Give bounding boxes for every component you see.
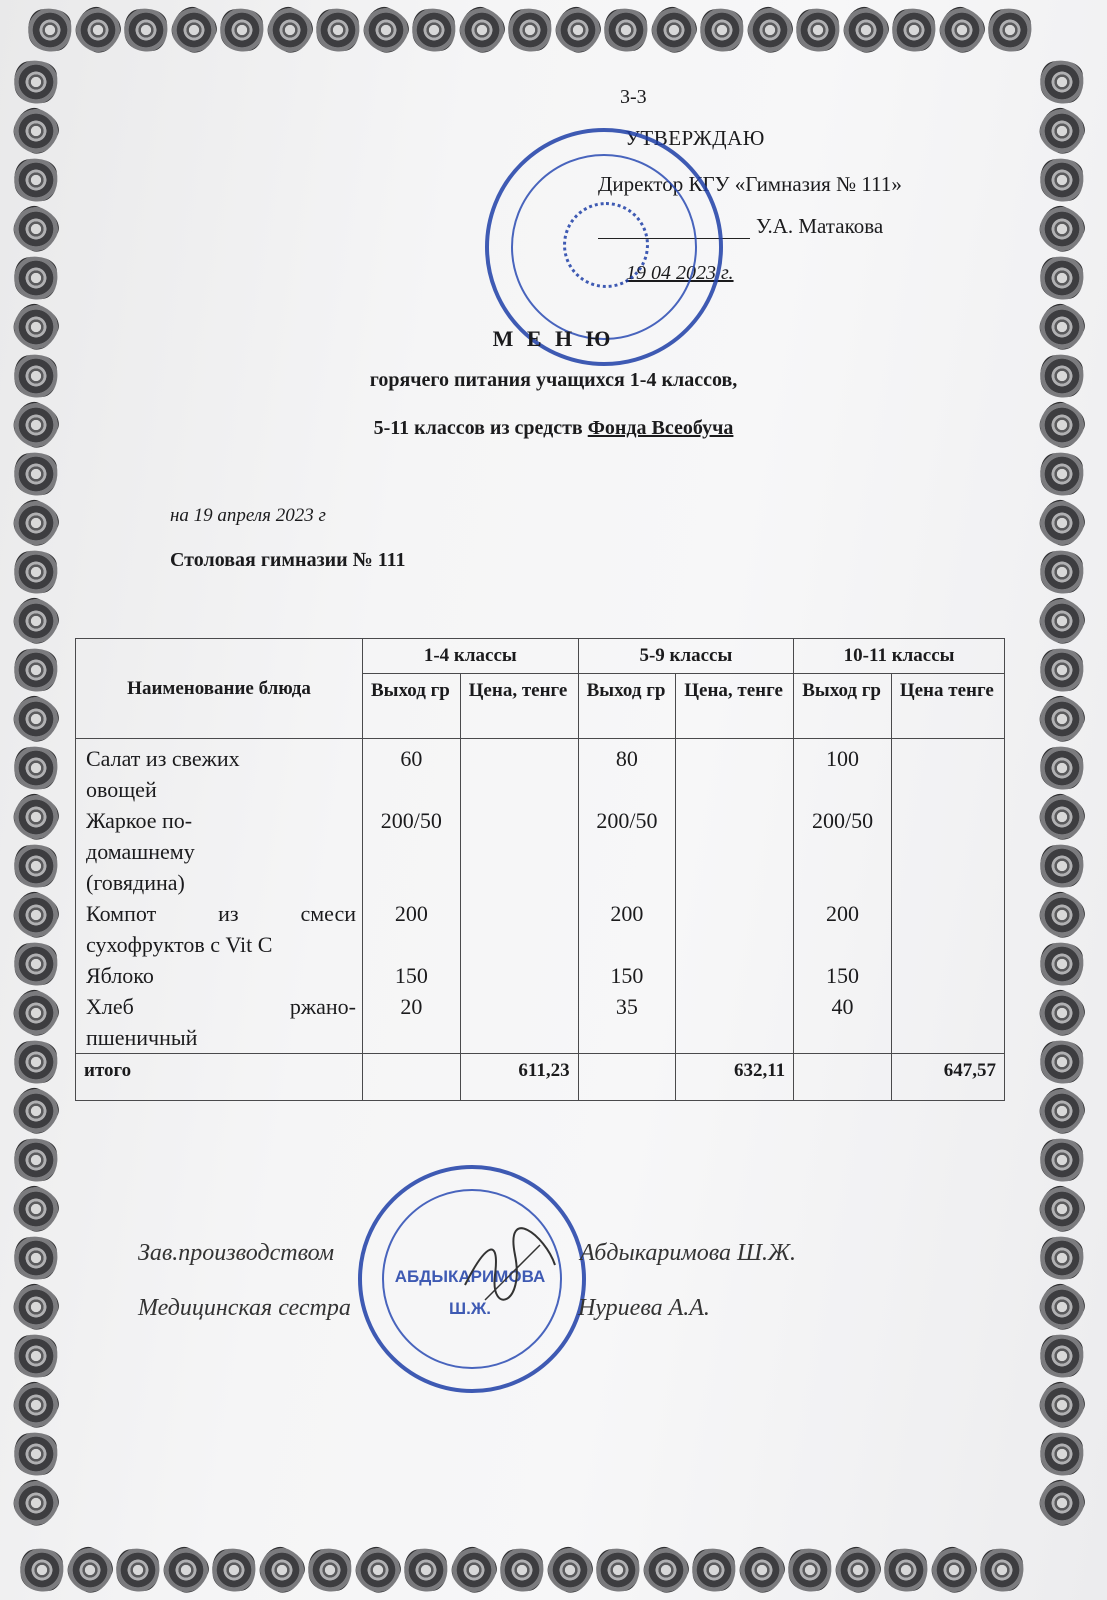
border-flower-icon [454,2,509,57]
border-flower-icon [166,2,221,57]
output-spacer [579,836,676,867]
group-header-1-4: 1-4 классы [363,639,579,674]
border-flower-icon [784,1544,836,1596]
price-cell-5-9 [676,739,794,1054]
total-label: итого [76,1054,363,1101]
output-value: 200 [610,901,644,926]
approval-date: 19 04 2023 г. [626,262,734,284]
group-header-5-9: 5-9 классы [578,639,794,674]
border-flower-icon [1036,546,1088,598]
total-output-1-4 [363,1054,461,1101]
border-flower-icon [10,56,62,108]
border-flower-icon [1036,1330,1088,1382]
border-flower-icon [1034,593,1089,648]
dish-name-line: домашнему [86,839,195,864]
output-spacer [794,774,891,805]
output-value: 200/50 [380,808,442,833]
dish-name-line: овощей [86,777,157,802]
output-spacer [579,929,676,960]
menu-title: М Е Н Ю [492,326,615,351]
output-spacer [363,929,460,960]
border-flower-icon [734,1542,789,1597]
handwritten-signature-icon [455,1225,565,1315]
output-spacer [363,836,460,867]
border-flower-icon [1036,154,1088,206]
border-flower-icon [262,2,317,57]
border-flower-icon [646,2,701,57]
border-flower-icon [830,1542,885,1597]
total-price-5-9: 632,11 [676,1054,794,1101]
output-value: 200/50 [811,808,874,833]
sub-header-price-10-11: Цена тенге [891,674,1004,739]
border-flower-icon [350,1542,405,1597]
border-flower-icon [880,1544,932,1596]
border-flower-icon [400,1544,452,1596]
dish-name-line: сухофруктов с Vit C [86,932,273,957]
nurse-role: Медицинская сестра [138,1295,351,1321]
output-spacer [794,867,891,898]
output-value: 40 [831,994,854,1019]
border-flower-icon [1036,1036,1088,1088]
sub-header-output-10-11: Выход гр [794,674,892,739]
nurse-name: Нуриева А.А. [578,1295,710,1321]
output-list-1-4 [363,739,460,1053]
dish-name-line: Хлеб ржано- [86,994,356,1019]
border-flower-icon [8,495,63,550]
border-flower-icon [1036,1428,1088,1480]
approve-heading: УТВЕРЖДАЮ [625,126,765,150]
header-row-groups [76,639,1005,674]
border-flower-icon [1034,691,1089,746]
state-emblem-icon [563,202,649,288]
border-flower-icon [1034,1083,1089,1138]
border-flower-icon [1034,789,1089,844]
border-flower-icon [10,742,62,794]
border-flower-icon [10,154,62,206]
border-flower-icon [446,1542,501,1597]
border-flower-icon [8,103,63,158]
output-spacer [579,867,676,898]
output-value: 100 [826,746,860,771]
border-flower-icon [1036,56,1088,108]
sub-header-price-1-4: Цена, тенге [460,674,578,739]
output-spacer [363,774,460,805]
border-flower-icon [24,4,76,56]
border-flower-icon [1036,938,1088,990]
output-value: 150 [394,963,428,988]
border-flower-icon [1034,1181,1089,1236]
border-flower-icon [1034,985,1089,1040]
border-flower-icon [504,4,556,56]
border-flower-icon [1034,201,1089,256]
dish-name-line: Салат из свежих [86,746,240,771]
border-flower-icon [838,2,893,57]
price-cell-1-4 [460,739,578,1054]
border-flower-icon [888,4,940,56]
border-bottom [20,1548,1024,1592]
border-flower-icon [1036,1134,1088,1186]
border-flower-icon [976,1544,1028,1596]
border-flower-icon [1034,1475,1089,1530]
border-flower-icon [10,644,62,696]
border-flower-icon [696,4,748,56]
border-flower-icon [10,1232,62,1284]
border-flower-icon [208,1544,260,1596]
page-number: 3-3 [620,86,647,108]
border-flower-icon [62,1542,117,1597]
border-flower-icon [312,4,364,56]
sub-header-output-1-4: Выход гр [363,674,461,739]
border-flower-icon [16,1544,68,1596]
output-cell-5-9 [578,739,676,1054]
director-name: У.А. Матакова [756,214,884,238]
output-cell-10-11 [794,739,892,1054]
border-flower-icon [688,1544,740,1596]
dish-list [76,739,362,1053]
output-list-5-9 [579,739,676,1053]
border-top [28,8,1032,52]
border-flower-icon [10,1134,62,1186]
border-flower-icon [1036,644,1088,696]
border-flower-icon [1034,495,1089,550]
dish-column-header: Наименование блюда [76,639,363,739]
dish-name-line: Жаркое по- [86,808,193,833]
border-flower-icon [1034,103,1089,158]
border-flower-icon [8,887,63,942]
dish-name-line: (говядина) [86,870,185,895]
border-flower-icon [496,1544,548,1596]
border-flower-icon [542,1542,597,1597]
border-flower-icon [112,1544,164,1596]
output-value: 150 [610,963,644,988]
output-spacer [579,774,676,805]
output-value: 20 [400,994,423,1019]
border-flower-icon [408,4,460,56]
menu-subtitle-line1: горячего питания учащихся 1-4 классов, [369,369,738,391]
border-flower-icon [216,4,268,56]
border-flower-icon [10,1330,62,1382]
border-flower-icon [984,4,1036,56]
output-value: 150 [826,963,860,988]
output-value: 60 [400,746,423,771]
border-left [14,60,58,1525]
menu-date: на 19 апреля 2023 г [170,505,326,526]
output-spacer [794,1022,891,1053]
output-spacer [363,867,460,898]
border-flower-icon [1034,1279,1089,1334]
border-flower-icon [1036,742,1088,794]
border-flower-icon [358,2,413,57]
border-flower-icon [8,593,63,648]
dish-names-cell [76,739,363,1054]
border-flower-icon [1036,448,1088,500]
stamp-name-band: АБДЫКАРИМОВА Ш.Ж. [394,1267,546,1318]
border-flower-icon [926,1542,981,1597]
border-flower-icon [8,1181,63,1236]
border-flower-icon [10,252,62,304]
border-flower-icon [10,1428,62,1480]
border-flower-icon [10,840,62,892]
border-flower-icon [1036,840,1088,892]
dish-name-line: пшеничный [86,1025,198,1050]
border-flower-icon [1034,887,1089,942]
border-flower-icon [8,789,63,844]
total-output-5-9 [578,1054,676,1101]
border-flower-icon [10,938,62,990]
canteen-name: Столовая гимназии № 111 [170,549,406,571]
output-value: 200/50 [596,808,658,833]
border-flower-icon [592,1544,644,1596]
border-flower-icon [8,1377,63,1432]
fund-name: Фонда Всеобуча [587,417,734,439]
border-flower-icon [1036,252,1088,304]
output-value: 35 [615,994,638,1019]
dish-name-line: Яблоко [86,963,154,988]
border-flower-icon [304,1544,356,1596]
total-price-1-4: 611,23 [460,1054,578,1101]
group-header-10-11: 10-11 классы [794,639,1005,674]
border-flower-icon [10,546,62,598]
border-right [1040,60,1084,1525]
menu-subtitle-line2 [0,417,1107,440]
output-list-10-11 [794,739,891,1053]
border-flower-icon [8,201,63,256]
dish-name-line: Компот из смеси [86,901,356,926]
border-flower-icon [10,1036,62,1088]
output-spacer [794,836,891,867]
output-value: 200 [394,901,428,926]
sub-header-output-5-9: Выход гр [578,674,676,739]
border-flower-icon [934,2,989,57]
border-flower-icon [1034,1377,1089,1432]
menu-table [75,638,1005,1101]
border-flower-icon [792,4,844,56]
sub-header-price-5-9: Цена, тенге [676,674,794,739]
production-head-role: Зав.производством [138,1240,335,1266]
total-price-10-11: 647,57 [891,1054,1004,1101]
border-flower-icon [10,448,62,500]
output-cell-1-4 [363,739,461,1054]
border-flower-icon [1036,1232,1088,1284]
output-spacer [579,1022,676,1053]
border-flower-icon [254,1542,309,1597]
border-flower-icon [600,4,652,56]
total-row [76,1054,1005,1101]
director-title: Директор КГУ «Гимназия № 111» [598,172,902,196]
border-flower-icon [70,2,125,57]
border-flower-icon [742,2,797,57]
price-cell-10-11 [891,739,1004,1054]
output-value: 80 [615,746,638,771]
output-spacer [363,1022,460,1053]
subtitle-classes: 5-11 классов из средств [373,417,588,439]
dishes-row [76,739,1005,1054]
total-output-10-11 [794,1054,892,1101]
production-head-name: Абдыкаримова Ш.Ж. [580,1240,796,1266]
border-flower-icon [550,2,605,57]
output-spacer [794,929,891,960]
border-flower-icon [120,4,172,56]
border-flower-icon [8,1475,63,1530]
border-flower-icon [8,1279,63,1334]
border-flower-icon [8,985,63,1040]
border-flower-icon [8,1083,63,1138]
border-flower-icon [638,1542,693,1597]
output-value: 200 [826,901,860,926]
border-flower-icon [158,1542,213,1597]
border-flower-icon [8,691,63,746]
